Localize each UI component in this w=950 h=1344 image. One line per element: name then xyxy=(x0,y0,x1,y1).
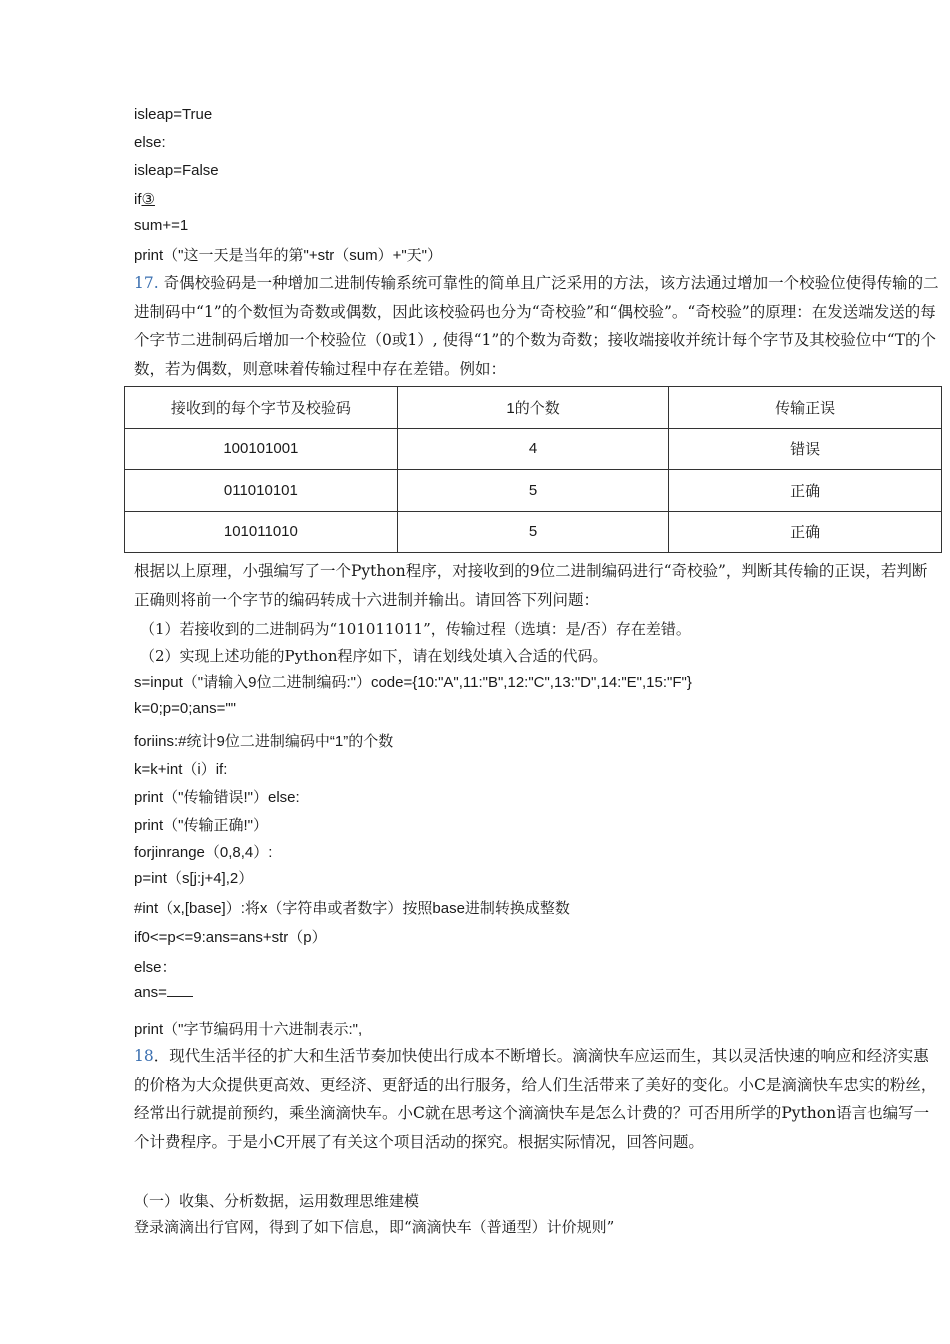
q17-after-table: 根据以上原理，小强编写了一个Python程序，对接收到的9位二进制编码进行“奇校验”，判断其传输的正误，若判断正确则将前一个字节的编码转成十六进制并输出。请回答下列问题： xyxy=(134,562,928,609)
table-cell-result: 正确 xyxy=(669,511,942,553)
table-cell-count: 4 xyxy=(397,428,669,470)
q17-code-line: if0<=p<=9:ans=ans+str（p） xyxy=(134,929,327,946)
q17-code-line: k=k+int（i）if: xyxy=(134,761,228,778)
q17-code-line: p=int（s[j:j+4],2） xyxy=(134,870,254,887)
table-cell-code: 011010101 xyxy=(125,470,398,512)
table-row xyxy=(125,428,942,470)
q17-code-line: foriins:#统计9位二进制编码中“1”的个数 xyxy=(134,733,394,750)
table-header-count: 1的个数 xyxy=(397,387,669,429)
q17-code-line-ans xyxy=(134,984,193,1001)
q17-sub-question-2: （2）实现上述功能的Python程序如下，请在划线处填入合适的代码。 xyxy=(140,647,608,665)
blank-marker-3: ③ xyxy=(141,191,155,208)
answer-blank xyxy=(167,984,193,997)
q17-code-line: print（"传输正确!"） xyxy=(134,817,268,834)
q17-code-line: else： xyxy=(134,959,177,976)
q17-code-ans-text: ans= xyxy=(134,984,167,1001)
q17-code-line: s=input（"请输入9位二进制编码:"）code={10:"A",11:"B",12:"C",13:"D",14:"E",15:"F"} xyxy=(134,674,692,691)
q18-intro xyxy=(134,1042,942,1156)
q17-code-line: print（"字节编码用十六进制表示:", xyxy=(134,1021,363,1038)
q17-code-line: k=0;p=0;ans="" xyxy=(134,700,236,717)
q18-last-line: 登录滴滴出行官网，得到了如下信息，即“滴滴快车（普通型）计价规则” xyxy=(134,1218,615,1236)
q17-intro-text: 奇偶校验码是一种增加二进制传输系统可靠性的简单且广泛采用的方法，该方法通过增加一个校验位使得传输的二进制码中“1”的个数恒为奇数或偶数，因此该校验码也分为“奇校验”和“偶校验”。“奇校验”的原理：在发送端发送的每个字节二进制码后增加一个校验位（0或1）, 使得“1”的个数为奇数；接收端接收并统计每个字节及其校验位中“T的个数，若为偶数，则意味着传输过程中存在差错。例如： xyxy=(134,274,939,378)
code-line-else: else: xyxy=(134,134,166,151)
q18-number: 18 xyxy=(134,1047,154,1065)
table-cell-code: 100101001 xyxy=(125,428,398,470)
q17-number: 17. xyxy=(134,274,159,292)
q17-code-line: #int（x,[base]）:将x（字符串或者数字）按照base进制转换成整数 xyxy=(134,900,570,917)
table-row xyxy=(125,470,942,512)
code-if-keyword: if xyxy=(134,191,142,208)
q18-intro-text: ．现代生活半径的扩大和生活节奏加快使出行成本不断增长。滴滴快车应运而生，其以灵活快速的响应和经济实惠的价格为大众提供更高效、更经济、更舒适的出行服务，给人们生活带来了美好的变化。小C是滴滴快车忠实的粉丝，经常出行就提前预约，乘坐滴滴快车。小C就在思考这个滴滴快车是怎么计费的？可否用所学的Python语言也编写一个计费程序。于是小C开展了有关这个项目活动的探究。根据实际情况，回答问题。 xyxy=(134,1047,937,1151)
code-line-print: print（"这一天是当年的第"+str（sum）+"天"） xyxy=(134,247,442,264)
table-cell-result: 正确 xyxy=(669,470,942,512)
code-line-isleap-false: isleap=False xyxy=(134,162,219,179)
code-line-isleap-true: isleap=True xyxy=(134,106,213,123)
table-cell-count: 5 xyxy=(397,470,669,512)
table-cell-code: 101011010 xyxy=(125,511,398,553)
table-cell-count: 5 xyxy=(397,511,669,553)
table-cell-result: 错误 xyxy=(669,428,942,470)
table-header-bytes: 接收到的每个字节及校验码 xyxy=(125,387,398,429)
parity-example-table xyxy=(124,386,942,553)
q18-section-1: （一）收集、分析数据，运用数理思维建模 xyxy=(134,1192,420,1210)
q17-code-line: print（"传输错误!"）else: xyxy=(134,789,300,806)
table-header-row xyxy=(125,387,942,429)
q17-intro xyxy=(134,269,942,383)
q17-code-line: forjinrange（0,8,4）: xyxy=(134,844,273,861)
code-line-sum: sum+=1 xyxy=(134,217,189,234)
table-header-result: 传输正误 xyxy=(669,387,942,429)
q17-sub-question-1: （1）若接收到的二进制码为“101011011”，传输过程（选填：是/否）存在差错。 xyxy=(140,620,691,638)
code-line-if xyxy=(134,190,155,208)
table-row xyxy=(125,511,942,553)
